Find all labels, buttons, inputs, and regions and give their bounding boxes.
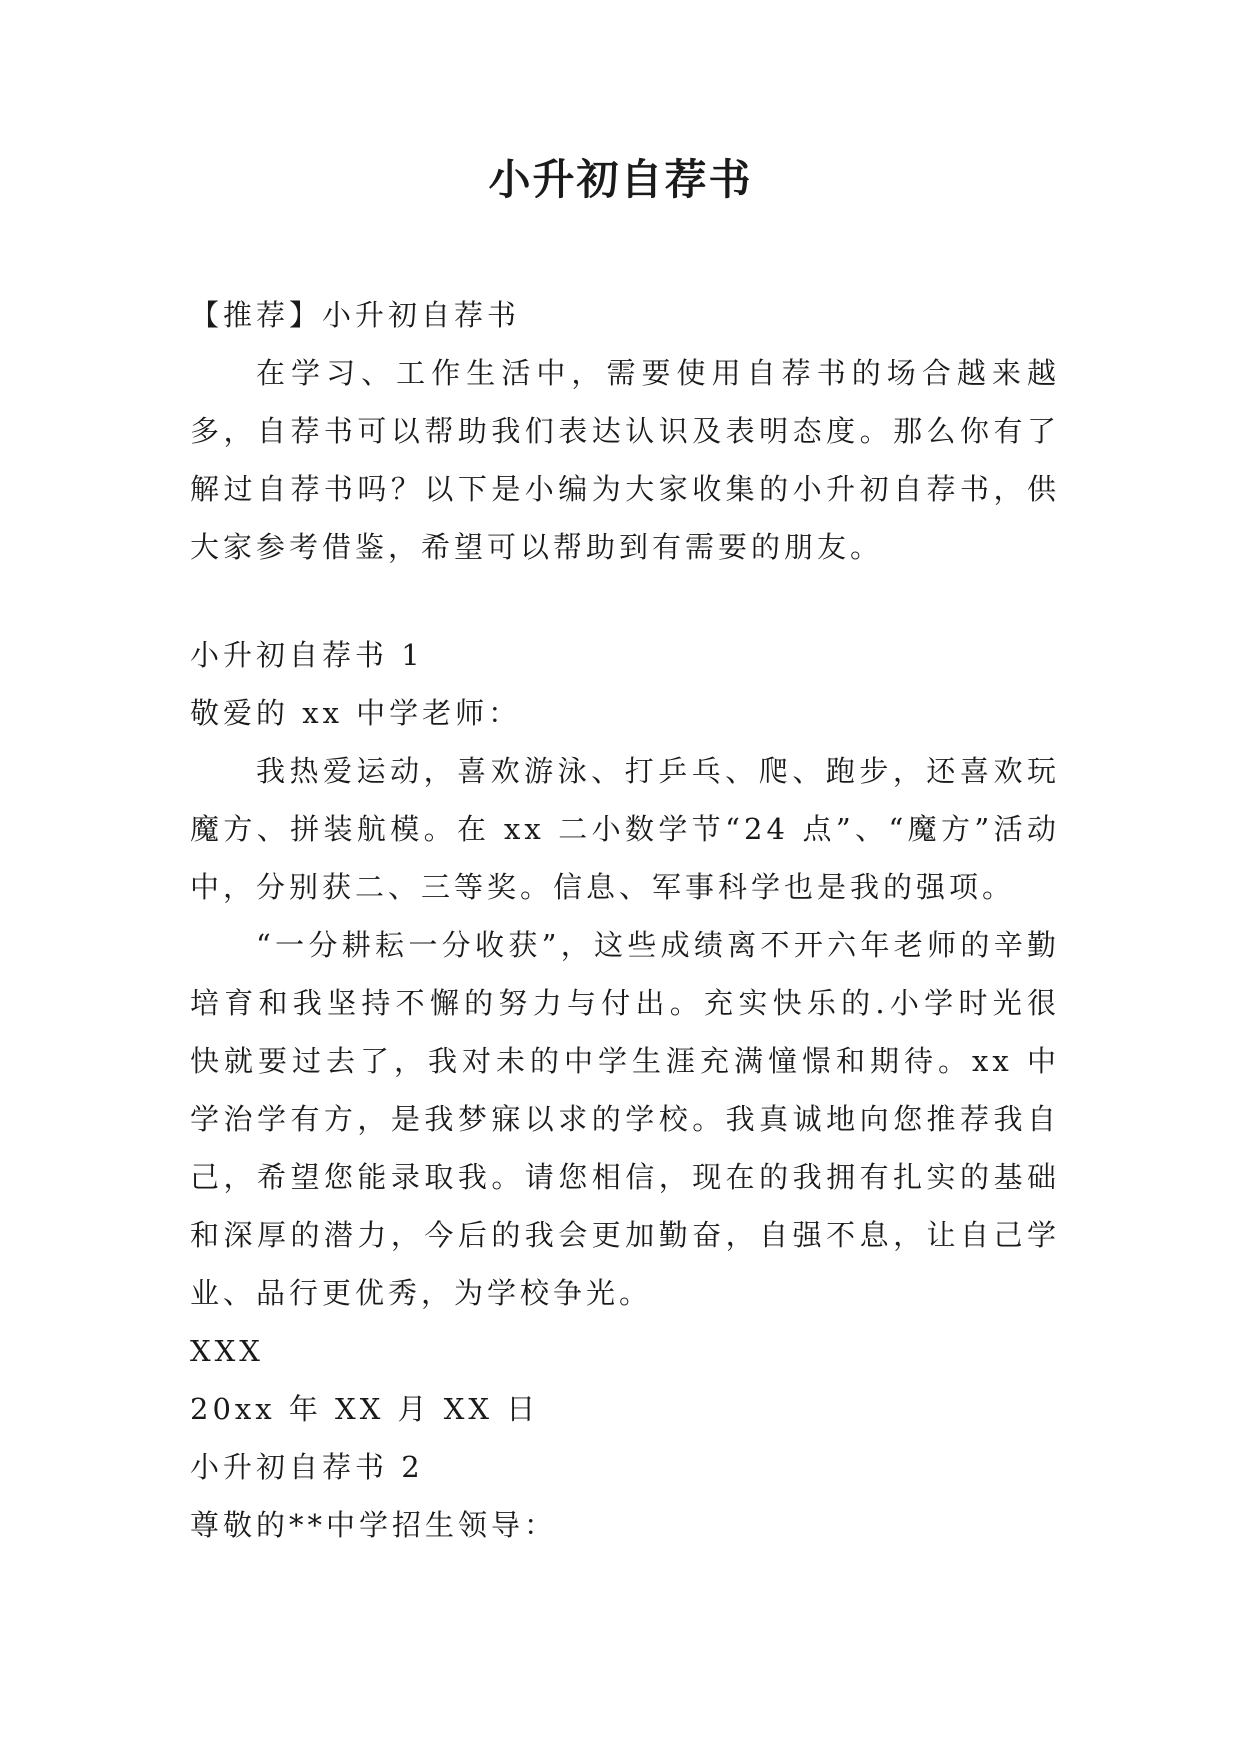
letter1-paragraph-2: “一分耕耘一分收获”，这些成绩离不开六年老师的辛勤培育和我坚持不懈的努力与付出。充实快乐的.小学时光很快就要过去了，我对未的中学生涯充满憧憬和期待。xx 中学治学有方，是我梦寐以求的学校。我真诚地向您推荐我自己，希望您能录取我。请您相信，现在的我拥有扎实的基础和深厚的潜力，今后的我会更加勤奋，自强不息，让自己学业、品行更优秀，为学校争光。 xyxy=(190,928,1060,1310)
intro-paragraph: 在学习、工作生活中，需要使用自荐书的场合越来越多，自荐书可以帮助我们表达认识及表明态度。那么你有了解过自荐书吗？以下是小编为大家收集的小升初自荐书，供大家参考借鉴，希望可以帮助到有需要的朋友。 xyxy=(190,356,1060,564)
page-title: 小升初自荐书 xyxy=(488,155,753,204)
letter2-heading: 小升初自荐书 2 xyxy=(190,1450,424,1484)
section-spacer xyxy=(190,576,1060,626)
letter1-paragraph-1: 我热爱运动，喜欢游泳、打乒乓、爬、跑步，还喜欢玩魔方、拼装航模。在 xx 二小数学节“24 点”、“魔方”活动中，分别获二、三等奖。信息、军事科学也是我的强项。 xyxy=(190,754,1060,904)
document-body xyxy=(190,286,1060,1554)
letter1-salutation: 敬爱的 xx 中学老师： xyxy=(190,696,522,730)
letter2-salutation: 尊敬的**中学招生领导： xyxy=(190,1508,558,1542)
letter1-signature: XXX xyxy=(190,1334,264,1368)
letter1-heading: 小升初自荐书 1 xyxy=(190,638,424,672)
document-subtitle: 【推荐】小升初自荐书 xyxy=(190,298,521,332)
letter1-date: 20xx 年 XX 月 XX 日 xyxy=(190,1392,540,1426)
